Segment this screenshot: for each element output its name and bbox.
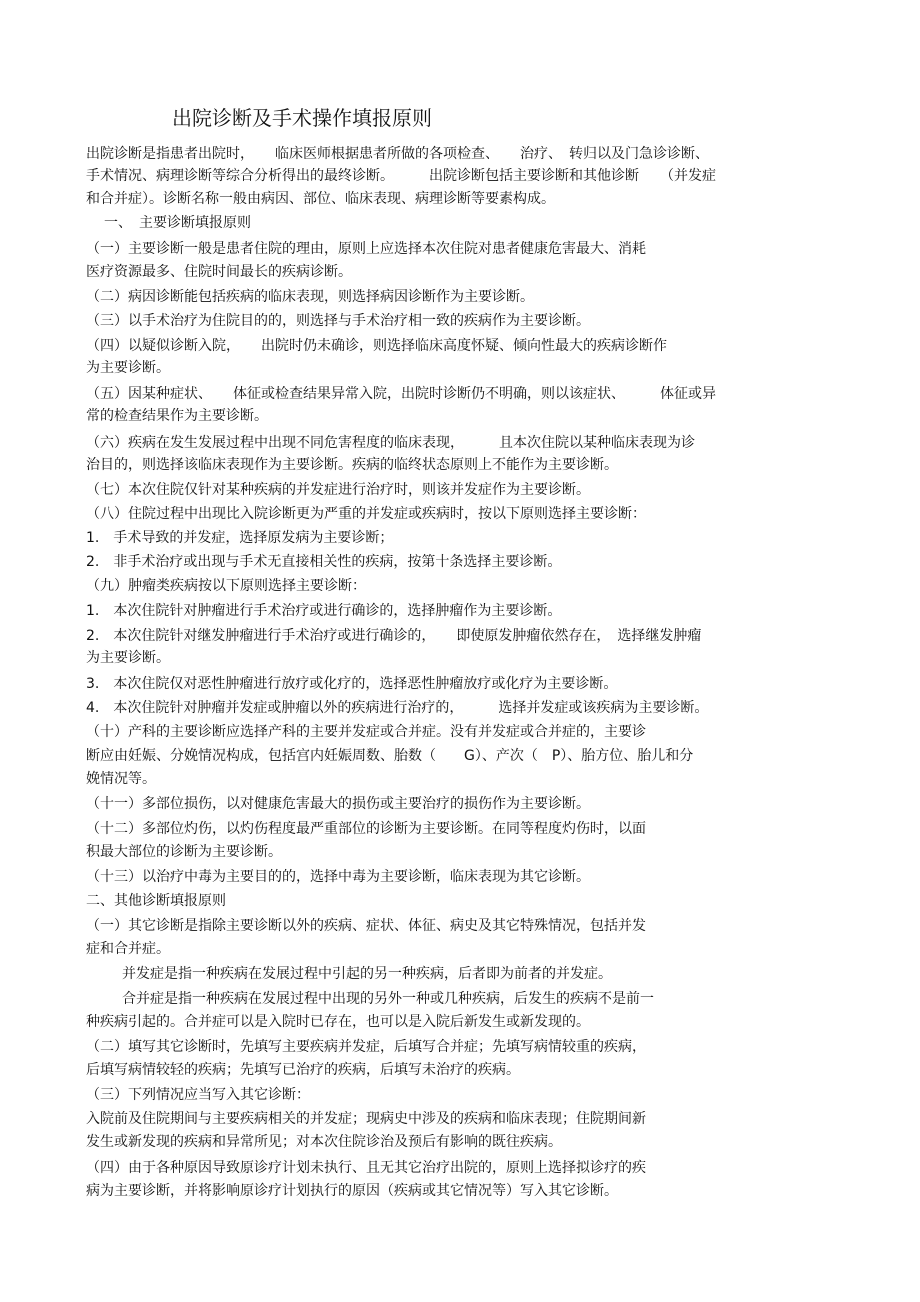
list-item: 1. 手术导致的并发症，选择原发病为主要诊断；: [86, 530, 394, 546]
section-heading: 二、其他诊断填报原则: [86, 893, 226, 909]
paragraph-line: （八）住院过程中出现比入院诊断更为严重的并发症或疾病时，按以下原则选择主要诊断：: [86, 506, 646, 522]
paragraph-line: 积最大部位的诊断为主要诊断。: [86, 844, 282, 860]
paragraph-line: 医疗资源最多、住院时间最长的疾病诊断。: [86, 264, 352, 280]
document-title: 出院诊断及手术操作填报原则: [172, 106, 432, 130]
intro-line: 手术情况、病理诊断等综合分析得出的最终诊断。 出院诊断包括主要诊断和其他诊断 （并发症: [86, 168, 716, 184]
paragraph-line: 为主要诊断。: [86, 360, 170, 376]
paragraph-line: （十一）多部位损伤，以对健康危害最大的损伤或主要治疗的损伤作为主要诊断。: [86, 796, 590, 812]
paragraph-line: 症和合并症。: [86, 941, 170, 957]
paragraph-line: （二）病因诊断能包括疾病的临床表现，则选择病因诊断作为主要诊断。: [86, 289, 534, 305]
list-item: 3. 本次住院仅对恶性肿瘤进行放疗或化疗的，选择恶性肿瘤放疗或化疗为主要诊断。: [86, 676, 618, 692]
paragraph-line: （六）疾病在发生发展过程中出现不同危害程度的临床表现， 且本次住院以某种临床表现为诊: [86, 435, 695, 451]
list-item: 1. 本次住院针对肿瘤进行手术治疗或进行确诊的，选择肿瘤作为主要诊断。: [86, 603, 562, 619]
paragraph-line: （三）下列情况应当写入其它诊断：: [86, 1087, 310, 1103]
paragraph-line: 病为主要诊断，并将影响原诊疗计划执行的原因（疾病或其它情况等）写入其它诊断。: [86, 1183, 618, 1199]
paragraph-line: 合并症是指一种疾病在发展过程中出现的另外一种或几种疾病，后发生的疾病不是前一: [122, 991, 654, 1007]
paragraph-line: （十二）多部位灼伤，以灼伤程度最严重部位的诊断为主要诊断。在同等程度灼伤时，以面: [86, 821, 646, 837]
intro-line: 出院诊断是指患者出院时， 临床医师根据患者所做的各项检查、 治疗、 转归以及门急诊诊断、: [86, 146, 709, 162]
list-item: 为主要诊断。: [86, 650, 170, 666]
paragraph-line: （四）以疑似诊断入院， 出院时仍未确诊，则选择临床高度怀疑、倾向性最大的疾病诊断作: [86, 338, 667, 354]
paragraph-line: （一）主要诊断一般是患者住院的理由，原则上应选择本次住院对患者健康危害最大、消耗: [86, 241, 646, 257]
intro-line: 和合并症）。诊断名称一般由病因、部位、临床表现、病理诊断等要素构成。: [86, 191, 555, 207]
list-item: 2. 本次住院针对继发肿瘤进行手术治疗或进行确诊的， 即使原发肿瘤依然存在， 选择继发肿瘤: [86, 628, 702, 644]
paragraph-line: （四）由于各种原因导致原诊疗计划未执行、且无其它治疗出院的，原则上选择拟诊疗的疾: [86, 1160, 646, 1176]
paragraph-line: （十）产科的主要诊断应选择产科的主要并发症或合并症。没有并发症或合并症的，主要诊: [86, 724, 646, 740]
paragraph-line: 入院前及住院期间与主要疾病相关的并发症；现病史中涉及的疾病和临床表现；住院期间新: [86, 1111, 646, 1127]
paragraph-line: 娩情况等。: [86, 771, 156, 787]
paragraph-line: 断应由妊娠、分娩情况构成，包括宫内妊娠周数、胎数（ G）、产次（ P）、胎方位、胎儿和分: [86, 748, 694, 764]
paragraph-line: 种疾病引起的。合并症可以是入院时已存在，也可以是入院后新发生或新发现的。: [86, 1014, 590, 1030]
paragraph-line: （五）因某种症状、 体征或检查结果异常入院，出院时诊断仍不明确，则以该症状、 体征或异: [86, 386, 716, 402]
paragraph-line: （十三）以治疗中毒为主要目的的，选择中毒为主要诊断，临床表现为其它诊断。: [86, 869, 590, 885]
paragraph-line: 后填写病情较轻的疾病；先填写已治疗的疾病，后填写未治疗的疾病。: [86, 1062, 520, 1078]
paragraph-line: （七）本次住院仅针对某种疾病的并发症进行治疗时，则该并发症作为主要诊断。: [86, 482, 590, 498]
paragraph-line: （九）肿瘤类疾病按以下原则选择主要诊断：: [86, 578, 366, 594]
paragraph-line: （三）以手术治疗为住院目的的，则选择与手术治疗相一致的疾病作为主要诊断。: [86, 313, 590, 329]
paragraph-line: （一）其它诊断是指除主要诊断以外的疾病、症状、体征、病史及其它特殊情况，包括并发: [86, 918, 646, 934]
paragraph-line: 治目的，则选择该临床表现作为主要诊断。疾病的临终状态原则上不能作为主要诊断。: [86, 457, 618, 473]
paragraph-line: 并发症是指一种疾病在发展过程中引起的另一种疾病，后者即为前者的并发症。: [122, 966, 612, 982]
paragraph-line: 常的检查结果作为主要诊断。: [86, 408, 268, 424]
paragraph-line: 发生或新发现的疾病和异常所见；对本次住院诊治及预后有影响的既往疾病。: [86, 1134, 562, 1150]
paragraph-line: （二）填写其它诊断时，先填写主要疾病并发症，后填写合并症；先填写病情较重的疾病，: [86, 1039, 646, 1055]
list-item: 4. 本次住院针对肿瘤并发症或肿瘤以外的疾病进行治疗的， 选择并发症或该疾病为主要诊断。: [86, 700, 709, 716]
list-item: 2. 非手术治疗或出现与手术无直接相关性的疾病，按第十条选择主要诊断。: [86, 554, 562, 570]
section-heading: 一、 主要诊断填报原则: [104, 215, 251, 231]
